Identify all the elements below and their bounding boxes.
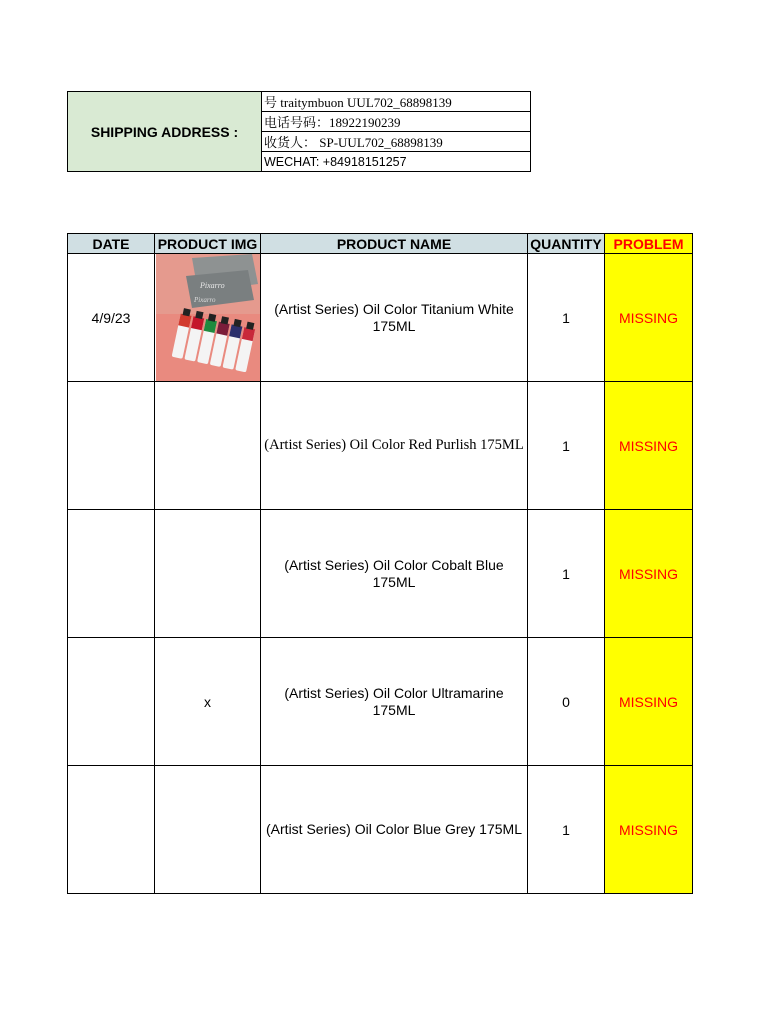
header-product-name: PRODUCT NAME [261, 234, 528, 254]
cell-problem: MISSING [605, 510, 693, 638]
cell-date: 4/9/23 [68, 254, 155, 382]
table-row [68, 254, 693, 382]
table-row [68, 638, 693, 766]
cell-product-name: (Artist Series) Oil Color Red Purlish 175ML [261, 382, 528, 510]
table-row [68, 382, 693, 510]
cell-quantity: 1 [528, 382, 605, 510]
cell-date [68, 766, 155, 894]
cell-problem: MISSING [605, 382, 693, 510]
cell-quantity: 1 [528, 510, 605, 638]
shipping-line-wechat: WECHAT: +84918151257 [262, 152, 531, 172]
cell-date [68, 510, 155, 638]
table-row [68, 766, 693, 894]
cell-problem: MISSING [605, 638, 693, 766]
cell-product-name: (Artist Series) Oil Color Ultramarine 175ML [261, 638, 528, 766]
cell-problem: MISSING [605, 766, 693, 894]
table-header-row [68, 234, 693, 254]
cell-product-img [155, 510, 261, 638]
cell-quantity: 0 [528, 638, 605, 766]
svg-text:Pixarro: Pixarro [199, 281, 225, 290]
header-product-img: PRODUCT IMG [155, 234, 261, 254]
items-table [67, 233, 693, 894]
cell-quantity: 1 [528, 766, 605, 894]
header-quantity: QUANTITY [528, 234, 605, 254]
svg-text:Pixarro: Pixarro [193, 296, 216, 304]
cell-date [68, 638, 155, 766]
cell-product-img [155, 766, 261, 894]
shipping-line-recipient: 收货人： SP-UUL702_68898139 [262, 132, 531, 152]
shipping-address-block [67, 91, 531, 172]
cell-product-img [155, 382, 261, 510]
product-photo [156, 254, 260, 381]
shipping-line-phone: 电话号码：18922190239 [262, 112, 531, 132]
shipping-line-account: 号 traitymbuon UUL702_68898139 [262, 92, 531, 112]
cell-product-img [155, 254, 261, 382]
cell-problem: MISSING [605, 254, 693, 382]
cell-date [68, 382, 155, 510]
shipping-address-label: SHIPPING ADDRESS : [68, 92, 262, 172]
cell-product-name: (Artist Series) Oil Color Cobalt Blue 175ML [261, 510, 528, 638]
cell-quantity: 1 [528, 254, 605, 382]
header-problem: PROBLEM [605, 234, 693, 254]
table-row [68, 510, 693, 638]
cell-product-name: (Artist Series) Oil Color Titanium White 175ML [261, 254, 528, 382]
cell-product-img: x [155, 638, 261, 766]
cell-product-name: (Artist Series) Oil Color Blue Grey 175ML [261, 766, 528, 894]
header-date: DATE [68, 234, 155, 254]
